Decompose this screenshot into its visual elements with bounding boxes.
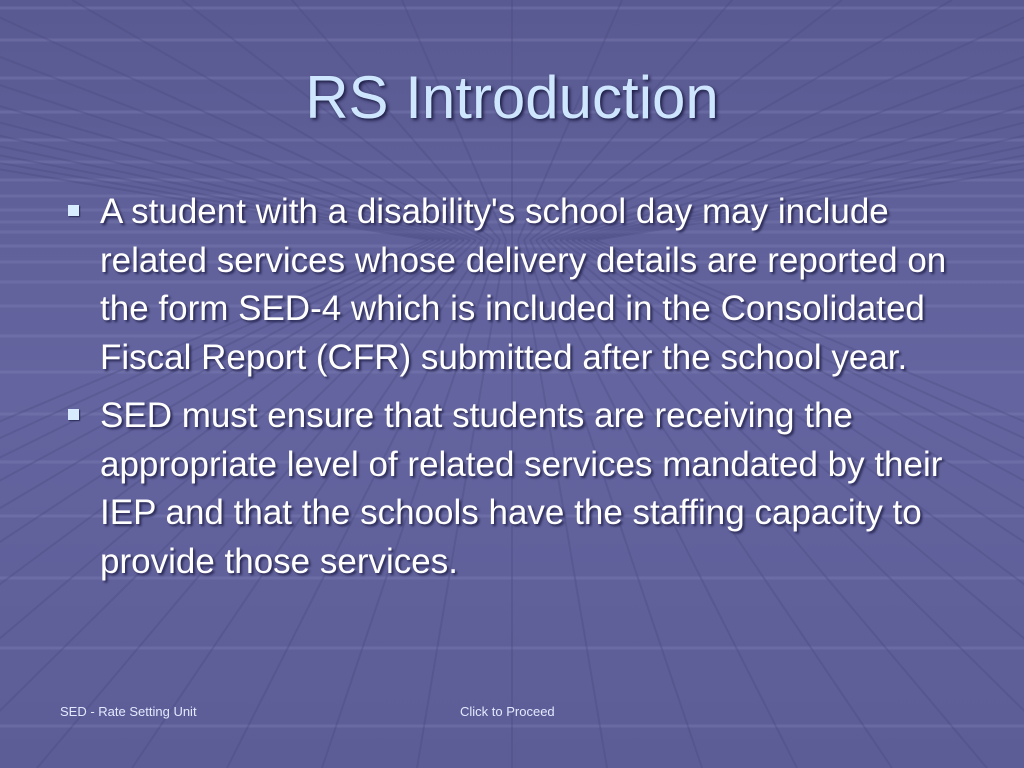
square-bullet-icon xyxy=(68,205,79,216)
square-bullet-icon xyxy=(68,409,79,420)
bullet-text: A student with a disability's school day may include related services whose delivery details are reported on the form SED-4 which is included in the Consolidated Fiscal Report (CFR) submitted after the school year. xyxy=(100,192,947,377)
bullet-item xyxy=(60,392,970,586)
bullet-list xyxy=(60,188,970,596)
footer-organization: SED - Rate Setting Unit xyxy=(60,704,197,719)
bullet-item xyxy=(60,188,970,382)
click-to-proceed-link[interactable]: Click to Proceed xyxy=(460,704,555,719)
bullet-text: SED must ensure that students are receiving the appropriate level of related services mandated by their IEP and that the schools have the staffing capacity to provide those services. xyxy=(100,396,943,581)
slide-title: RS Introduction xyxy=(305,64,719,131)
